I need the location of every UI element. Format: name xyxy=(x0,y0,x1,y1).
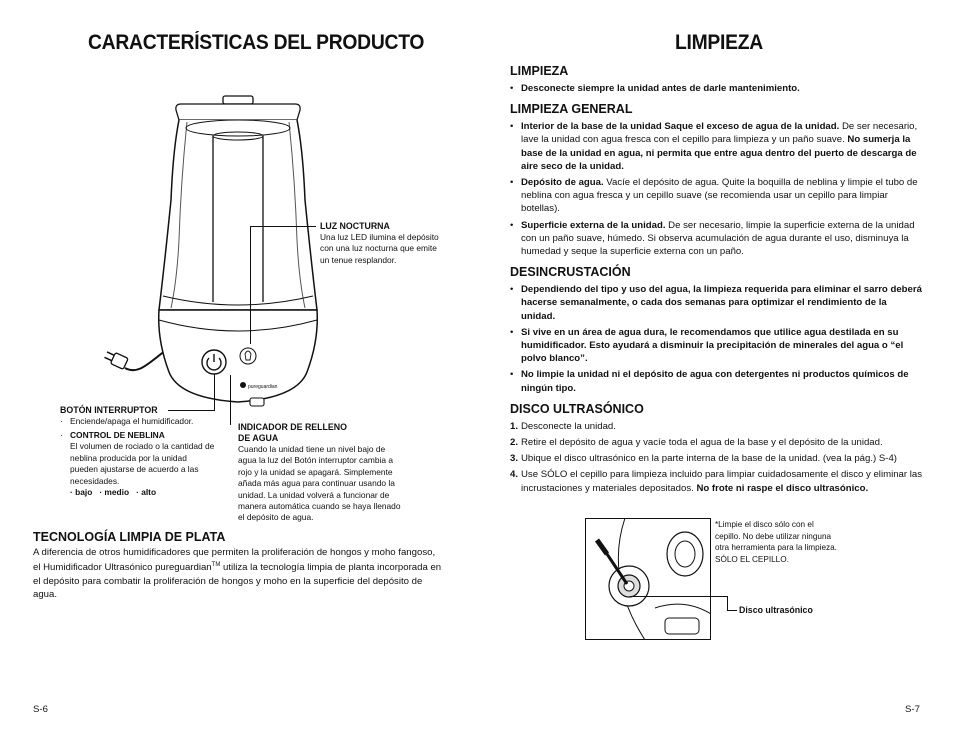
disco-step-3: 3. Ubique el disco ultrasónico en la parte interna de la base de la unidad. (vea la pág.) S-4) xyxy=(510,453,897,465)
callout-line-disco xyxy=(630,596,727,597)
callout-line-disco-end xyxy=(727,610,737,611)
figure-note: *Limpie el disco sólo con el cepillo. No debe utilizar ninguna otra herramienta para la limpieza. SÓLO EL CEPILLO. xyxy=(715,520,837,564)
page-number-left: S-6 xyxy=(33,704,48,715)
disco-step-2: 2. Retire el depósito de agua y vacíe toda el agua de la base y el depósito de la unidad. xyxy=(510,437,883,449)
indicador-callout xyxy=(238,422,403,524)
right-content xyxy=(510,64,922,498)
boton-item-1: · Enciende/apaga el humidificador. xyxy=(60,416,194,426)
brand-logo-text: pureguardian xyxy=(248,384,278,390)
general-bullet-2: • Depósito de agua. Vacíe el depósito de agua. Quite la boquilla de neblina y limpie el tubo de neblina con agua fresca y un cepillo suave (se recomienda usar un cepillo para limpiar botellas). xyxy=(510,176,922,216)
right-page-title: LIMPIEZA xyxy=(675,31,763,54)
humidifier-illustration xyxy=(95,90,335,420)
callout-line-luz-vert xyxy=(250,226,251,344)
limpieza-bullet: • Desconecte siempre la unidad antes de darle mantenimiento. xyxy=(510,82,922,95)
boton-item-2: · CONTROL DE NEBLINA El volumen de rociado o la cantidad de neblina producida por la unidad pueden ajustarse de acuerdo a las necesidades. · bajo · medio · alto xyxy=(60,430,215,498)
disco-step-4: 4. Use SÓLO el cepillo para limpieza incluido para limpiar cuidadosamente el disco y eliminar las incrustaciones y materiales depositados. No frote ni raspe el disco ultrasónico. xyxy=(510,469,922,494)
disco-heading: DISCO ULTRASÓNICO xyxy=(510,401,644,416)
general-bullet-1: • Interior de la base de la unidad Saque el exceso de agua de la unidad. De ser necesario, lave la unidad con agua fresca con el cepillo para limpieza y un paño suave. No sumerja la base de la unidad en agua, ni permita que entre agua dentro del puerto de descarga de aire seco de la unidad. xyxy=(510,120,922,173)
control-neblina-desc: El volumen de rociado o la cantidad de neblina producida por la unidad pueden ajustarse de acuerdo a las necesidades. xyxy=(70,441,215,486)
control-neblina-label: CONTROL DE NEBLINA xyxy=(70,430,165,441)
callout-line-luz xyxy=(250,226,316,227)
limpieza-heading: LIMPIEZA xyxy=(510,64,569,78)
desincrustacion-bullet-3: • No limpie la unidad ni el depósito de agua con detergentes ni productos químicos de ningún tipo. xyxy=(510,368,922,394)
luz-nocturna-callout xyxy=(320,221,445,266)
left-page-title: CARACTERÍSTICAS DEL PRODUCTO xyxy=(88,31,425,54)
luz-nocturna-desc: Una luz LED ilumina el depósito con una luz nocturna que emite un tenue resplandor. xyxy=(320,232,439,265)
luz-nocturna-label: LUZ NOCTURNA xyxy=(320,221,390,231)
indicador-label-1: INDICADOR DE RELLENO xyxy=(238,422,347,432)
desincrustacion-bullet-1: • Dependiendo del tipo y uso del agua, la limpieza requerida para eliminar el sarro deberá hacerse semanalmente, o cada dos semanas para optimizar el rendimiento de la unidad. xyxy=(510,283,922,323)
general-bullet-3: • Superficie externa de la unidad. De ser necesario, limpie la superficie externa de la unidad con un paño suave, húmedo. Si observa acumulación de agua durante el uso, disminuya la humedad y seque la superficie externa con un paño. xyxy=(510,219,922,259)
tecnologia-text: A diferencia de otros humidificadores que permiten la proliferación de hongos y moho fangoso, el Humidificador Ultrasónico pureguardian™ utiliza la tecnología limpia de planta incorporada en el depósito para combatir la proliferación de hongos y moho en la superficie del depósito de agua. xyxy=(33,547,442,600)
page-number-right: S-7 xyxy=(905,704,920,715)
callout-line-indicador xyxy=(230,375,231,425)
tecnologia-heading: TECNOLOGÍA LIMPIA DE PLATA xyxy=(33,530,226,544)
disco-step-1: 1. Desconecte la unidad. xyxy=(510,420,616,432)
indicador-label-2: DE AGUA xyxy=(238,433,279,443)
boton-interruptor-callout xyxy=(60,405,215,498)
boton-label: BOTÓN INTERRUPTOR xyxy=(60,405,158,415)
disco-callout-label: Disco ultrasónico xyxy=(739,605,813,615)
disco-figure xyxy=(585,518,711,640)
limpieza-general-heading: LIMPIEZA GENERAL xyxy=(510,102,633,117)
desincrustacion-bullet-2: • Si vive en un área de agua dura, le recomendamos que utilice agua destilada en su humidificador. Esto ayudará a disminuir la precipitación de minerales del agua o “el polvo blanco”. xyxy=(510,326,922,366)
mist-levels: · bajo · medio · alto xyxy=(70,487,157,498)
tecnologia-section xyxy=(33,530,443,601)
desincrustacion-heading: DESINCRUSTACIÓN xyxy=(510,265,631,280)
indicador-desc: Cuando la unidad tiene un nivel bajo de agua la luz del Botón interruptor cambia a rojo y la unidad se apagará. Simplemente añada más agua para continuar usando la unidad. La unidad volverá a funcionar de manera automática cuando se haya llenado el depósito de agua. xyxy=(238,444,401,523)
callout-line-disco-vert xyxy=(727,596,728,610)
